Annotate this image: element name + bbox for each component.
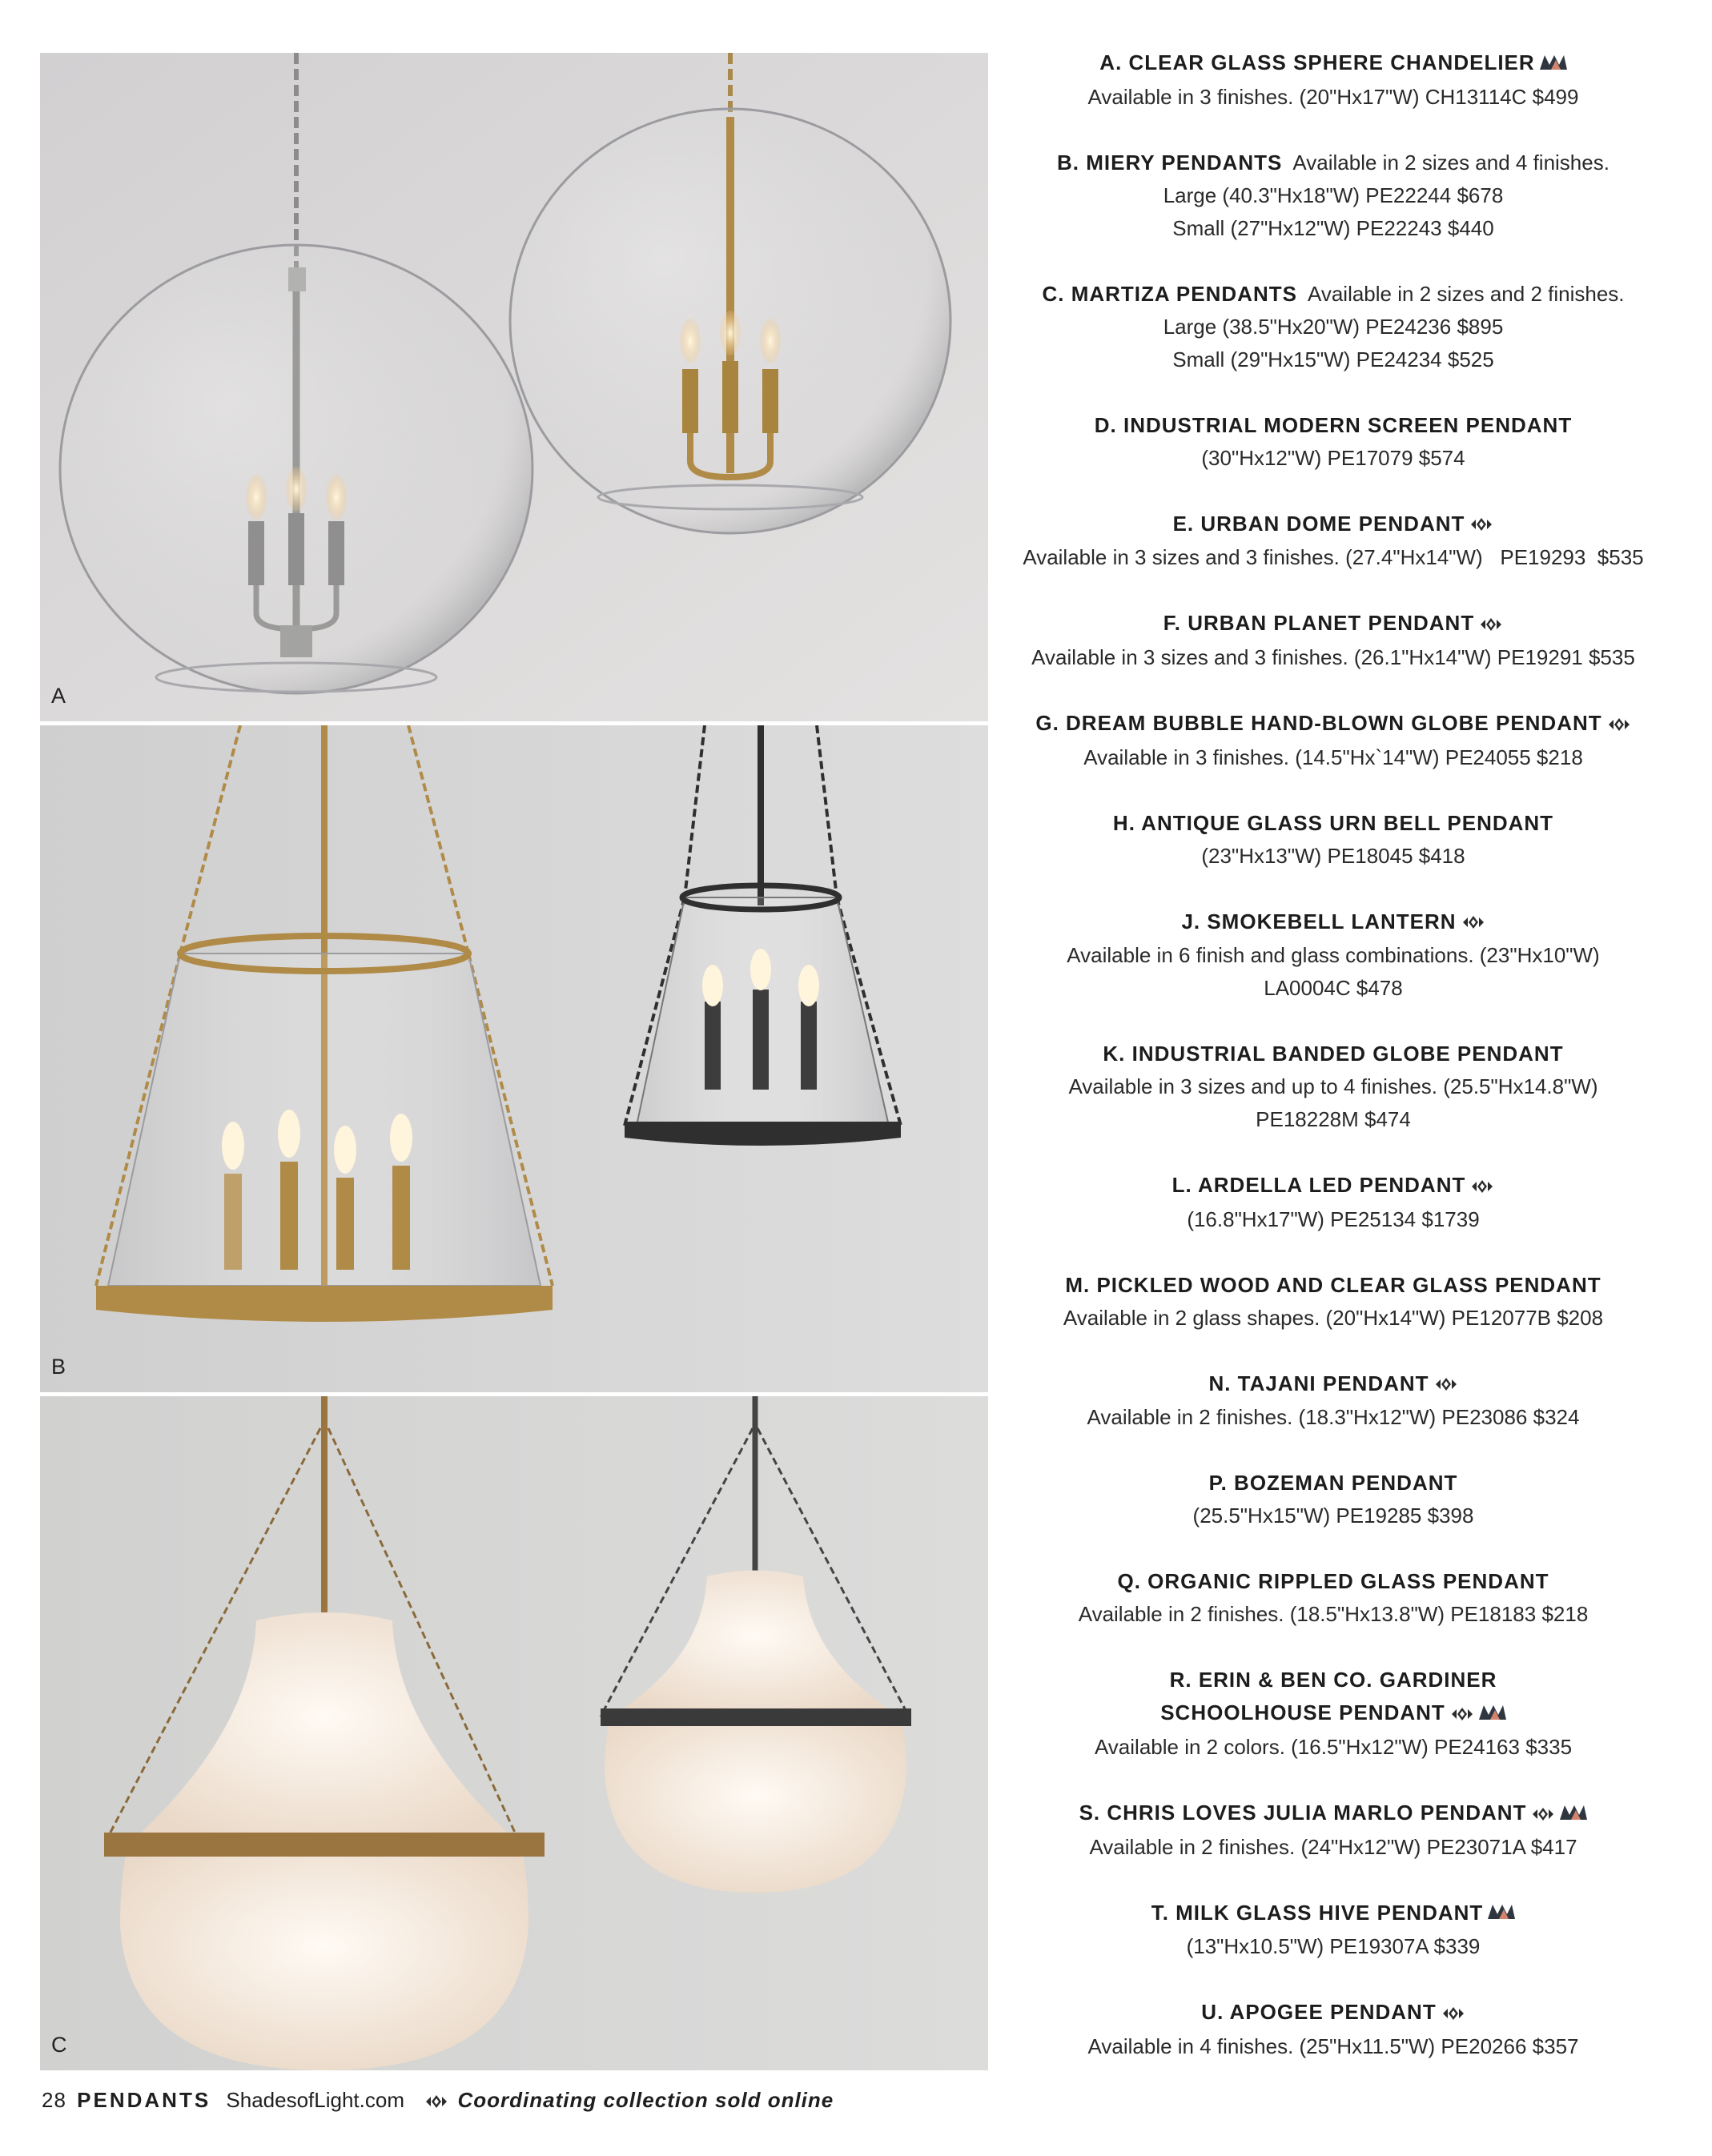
product-detail: Available in 4 finishes. (25"Hx11.5"W) PE20266 $357: [1087, 2034, 1579, 2058]
product-detail: Available in 3 sizes and 3 finishes. (26.1"Hx14"W) PE19291 $535: [1031, 644, 1635, 669]
product-list: [1005, 46, 1662, 2096]
product-detail: PE18228M $474: [1256, 1107, 1411, 1132]
product-detail: Available in 3 sizes and 3 finishes. (27.4"Hx14"W) PE19293 $535: [1023, 545, 1644, 570]
product-l: [1005, 1169, 1662, 1236]
photo-miery-pendants: [40, 725, 988, 1392]
product-name: H. ANTIQUE GLASS URN BELL PENDANT: [1112, 810, 1554, 835]
product-m: [1005, 1269, 1662, 1335]
coordinating-collection-icon: [1607, 709, 1631, 741]
product-name: E. URBAN DOME PENDANT: [1172, 511, 1465, 536]
product-name: N. TAJANI PENDANT: [1208, 1371, 1429, 1395]
product-detail: (13"Hx10.5"W) PE19307A $339: [1186, 1934, 1481, 1959]
designer-brand-icon: [1479, 1698, 1506, 1731]
photo-martiza-pendants: [40, 1396, 988, 2070]
coordinating-collection-icon: [424, 2090, 448, 2114]
product-d: [1005, 409, 1662, 475]
product-name: S. CHRIS LOVES JULIA MARLO PENDANT: [1079, 1801, 1527, 1825]
martiza-pendants-illustration: [40, 1396, 988, 2070]
product-name: C. MARTIZA PENDANTS: [1042, 281, 1297, 306]
product-detail: (30"Hx12"W) PE17079 $574: [1201, 445, 1465, 470]
product-f: [1005, 607, 1662, 674]
photo-letter: B: [51, 1355, 67, 1379]
website-link[interactable]: ShadesofLight.com: [226, 2088, 404, 2112]
product-detail: Available in 6 finish and glass combinations. (23"Hx10"W): [1067, 943, 1600, 968]
coordinating-collection-icon: [1441, 1997, 1465, 2030]
product-detail: Available in 3 finishes. (20"Hx17"W) CH13114C $499: [1087, 84, 1579, 109]
designer-brand-icon: [1560, 1798, 1587, 1831]
product-detail: Available in 2 colors. (16.5"Hx12"W) PE24163 $335: [1094, 1735, 1573, 1759]
product-name: R. ERIN & BEN CO. GARDINER: [1169, 1668, 1497, 1692]
product-detail: Large (40.3"Hx18"W) PE22244 $678: [1163, 183, 1504, 207]
product-h: [1005, 807, 1662, 873]
product-k: [1005, 1038, 1662, 1136]
product-name: M. PICKLED WOOD AND CLEAR GLASS PENDANT: [1065, 1272, 1601, 1297]
product-detail: Available in 2 finishes. (18.3"Hx12"W) PE23086 $324: [1087, 1405, 1580, 1430]
product-name: P. BOZEMAN PENDANT: [1208, 1471, 1458, 1496]
miery-pendants-illustration: [40, 725, 988, 1392]
product-r: [1005, 1664, 1662, 1764]
product-name: J. SMOKEBELL LANTERN: [1181, 909, 1457, 933]
product-detail: Available in 2 finishes. (18.5"Hx13.8"W) PE18183 $218: [1078, 1602, 1589, 1627]
product-detail: Available in 2 finishes. (24"Hx12"W) PE23071A $417: [1089, 1834, 1577, 1859]
product-name-line-2: SCHOOLHOUSE PENDANT: [1160, 1700, 1445, 1725]
photo-clear-glass-sphere-chandelier: [40, 53, 988, 721]
page-footer: [42, 2088, 834, 2114]
product-detail: Large (38.5"Hx20"W) PE24236 $895: [1163, 314, 1504, 339]
section-title: PENDANTS: [77, 2088, 211, 2112]
product-detail: Small (29"Hx15"W) PE24234 $525: [1172, 347, 1494, 371]
product-name: B. MIERY PENDANTS: [1057, 150, 1283, 175]
product-detail: Available in 2 glass shapes. (20"Hx14"W) PE12077B $208: [1063, 1305, 1604, 1330]
designer-brand-icon: [1540, 48, 1567, 81]
footer-note: Coordinating collection sold online: [457, 2088, 834, 2112]
product-detail: (25.5"Hx15"W) PE19285 $398: [1192, 1504, 1474, 1528]
product-a: [1005, 46, 1662, 114]
product-n: [1005, 1367, 1662, 1435]
product-detail: (23"Hx13"W) PE18045 $418: [1201, 843, 1465, 868]
product-name: U. APOGEE PENDANT: [1201, 2000, 1437, 2025]
product-name: A. CLEAR GLASS SPHERE CHANDELIER: [1099, 50, 1535, 74]
product-name: L. ARDELLA LED PENDANT: [1171, 1173, 1466, 1198]
coordinating-collection-icon: [1470, 1170, 1494, 1203]
product-detail: LA0004C $478: [1264, 976, 1403, 1001]
coordinating-collection-icon: [1469, 508, 1493, 541]
product-p: [1005, 1467, 1662, 1532]
product-t: [1005, 1897, 1662, 1964]
coordinating-collection-icon: [1450, 1698, 1474, 1731]
photo-letter: C: [51, 2033, 68, 2057]
product-name: Q. ORGANIC RIPPLED GLASS PENDANT: [1117, 1569, 1549, 1594]
photo-letter: A: [51, 684, 67, 708]
product-b: [1005, 147, 1662, 245]
coordinating-collection-icon: [1531, 1798, 1555, 1831]
product-name: T. MILK GLASS HIVE PENDANT: [1151, 1900, 1484, 1925]
product-j: [1005, 905, 1662, 1006]
product-detail: (16.8"Hx17"W) PE25134 $1739: [1187, 1206, 1480, 1231]
coordinating-collection-icon: [1434, 1368, 1458, 1401]
clear-glass-sphere-illustration: [40, 53, 988, 721]
product-detail: Available in 3 finishes. (14.5"Hx`14"W) PE24055 $218: [1083, 745, 1583, 769]
product-name: G. DREAM BUBBLE HAND-BLOWN GLOBE PENDANT: [1035, 710, 1602, 735]
product-s: [1005, 1797, 1662, 1864]
product-availability: Available in 2 sizes and 2 finishes.: [1296, 281, 1625, 306]
product-q: [1005, 1565, 1662, 1631]
product-detail: Available in 3 sizes and up to 4 finishes. (25.5"Hx14.8"W): [1068, 1074, 1598, 1099]
page-number: 28: [42, 2088, 66, 2112]
product-c: [1005, 278, 1662, 376]
product-u: [1005, 1996, 1662, 2063]
product-name: K. INDUSTRIAL BANDED GLOBE PENDANT: [1103, 1042, 1564, 1066]
product-name: D. INDUSTRIAL MODERN SCREEN PENDANT: [1094, 412, 1573, 437]
product-availability: Available in 2 sizes and 4 finishes.: [1282, 150, 1610, 175]
product-g: [1005, 707, 1662, 774]
coordinating-collection-icon: [1461, 906, 1485, 939]
product-name: F. URBAN PLANET PENDANT: [1163, 611, 1475, 636]
product-e: [1005, 508, 1662, 575]
coordinating-collection-icon: [1479, 608, 1503, 641]
product-detail: Small (27"Hx12"W) PE22243 $440: [1172, 215, 1494, 240]
designer-brand-icon: [1488, 1897, 1515, 1930]
